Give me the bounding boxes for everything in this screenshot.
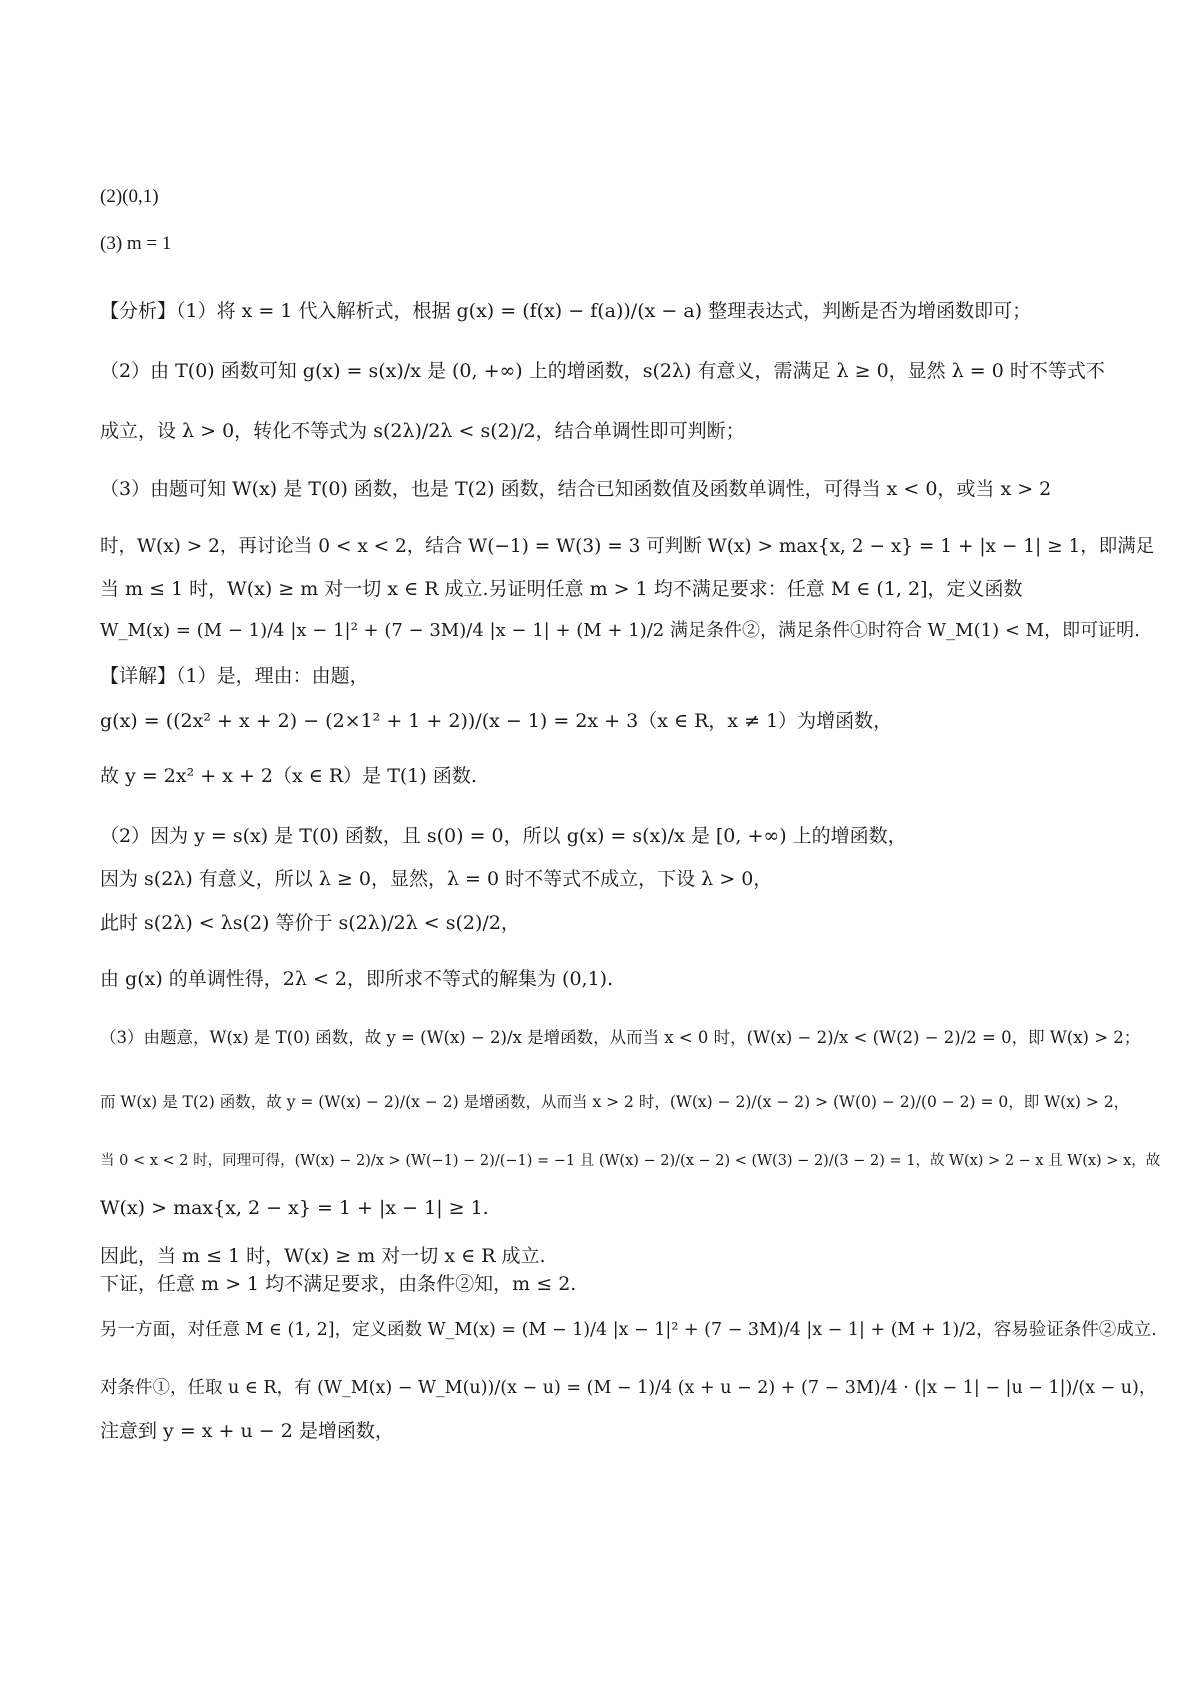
analysis-line-6: 当 m ≤ 1 时，W(x) ≥ m 对一切 x ∈ R 成立.另证明任意 m > 1 均不满足要求：任意 M ∈ (1, 2]，定义函数 [100,578,1023,600]
solution-line-4: （2）因为 y = s(x) 是 T(0) 函数，且 s(0) = 0，所以 g(x) = s(x)/x 是 [0, +∞) 上的增函数， [100,825,907,847]
solution-line-3: 故 y = 2x² + x + 2（x ∈ R）是 T(1) 函数. [100,765,477,787]
analysis-line-1: 【分析】（1）将 x = 1 代入解析式，根据 g(x) = (f(x) − f(a))/(x − a) 整理表达式，判断是否为增函数即可； [100,300,1032,322]
solution-line-6: 此时 s(2λ) < λs(2) 等价于 s(2λ)/2λ < s(2)/2， [100,912,520,934]
solution-line-1: 【详解】（1）是，理由：由题， [100,665,369,687]
solution-line-13: 下证，任意 m > 1 均不满足要求，由条件②知，m ≤ 2. [100,1273,577,1295]
analysis-line-4: （3）由题可知 W(x) 是 T(0) 函数，也是 T(2) 函数，结合已知函数值及函数单调性，可得当 x < 0，或当 x > 2 [100,478,1052,500]
solution-line-2: g(x) = ((2x² + x + 2) − (2×1² + 1 + 2))/(x − 1) = 2x + 3（x ∈ R，x ≠ 1）为增函数， [100,710,893,732]
analysis-line-7: W_M(x) = (M − 1)/4 |x − 1|² + (7 − 3M)/4 |x − 1| + (M + 1)/2 满足条件②，满足条件①时符合 W_M(1) < M，即可证明. [100,620,1140,641]
solution-line-15: 对条件①，任取 u ∈ R，有 (W_M(x) − W_M(u))/(x − u) = (M − 1)/4 (x + u − 2) + (7 − 3M)/4 · (|x − 1| − |u − 1|)/(x − u)， [100,1378,1157,1398]
solution-line-16: 注意到 y = x + u − 2 是增函数， [100,1420,394,1442]
answer-part-2: (2)(0,1) [100,186,159,207]
solution-line-9: 而 W(x) 是 T(2) 函数，故 y = (W(x) − 2)/(x − 2) 是增函数，从而当 x > 2 时，(W(x) − 2)/(x − 2) > (W(0) − 2)/(0 − 2) = 0，即 W(x) > 2， [100,1093,1130,1111]
analysis-line-2: （2）由 T(0) 函数可知 g(x) = s(x)/x 是 (0, +∞) 上的增函数，s(2λ) 有意义，需满足 λ ≥ 0，显然 λ = 0 时不等式不 [100,360,1105,382]
solution-line-12: 因此，当 m ≤ 1 时，W(x) ≥ m 对一切 x ∈ R 成立. [100,1245,546,1267]
analysis-line-5: 时，W(x) > 2，再讨论当 0 < x < 2，结合 W(−1) = W(3) = 3 可判断 W(x) > max{x, 2 − x} = 1 + |x − 1| ≥ 1，即满足 [100,536,1155,557]
solution-line-14: 另一方面，对任意 M ∈ (1, 2]，定义函数 W_M(x) = (M − 1)/4 |x − 1|² + (7 − 3M)/4 |x − 1| + (M + 1)/2，容易验证条件②成立. [100,1320,1157,1340]
solution-line-5: 因为 s(2λ) 有意义，所以 λ ≥ 0，显然，λ = 0 时不等式不成立，下设 λ > 0， [100,868,773,890]
solution-line-10: 当 0 < x < 2 时，同理可得，(W(x) − 2)/x > (W(−1) − 2)/(−1) = −1 且 (W(x) − 2)/(x − 2) < (W(3) − 2)/(3 − 2) = 1，故 W(x) > 2 − x 且 W(x) > x，故 [100,1153,1161,1169]
solution-line-7: 由 g(x) 的单调性得，2λ < 2，即所求不等式的解集为 (0,1). [100,968,614,990]
answer-part-3: (3) m = 1 [100,233,172,254]
solution-line-11: W(x) > max{x, 2 − x} = 1 + |x − 1| ≥ 1. [100,1197,489,1219]
solution-line-8: （3）由题意，W(x) 是 T(0) 函数，故 y = (W(x) − 2)/x 是增函数，从而当 x < 0 时，(W(x) − 2)/x < (W(2) − 2)/2 = 0，即 W(x) > 2； [100,1028,1141,1047]
analysis-line-3: 成立，设 λ > 0，转化不等式为 s(2λ)/2λ < s(2)/2，结合单调性即可判断； [100,420,745,442]
